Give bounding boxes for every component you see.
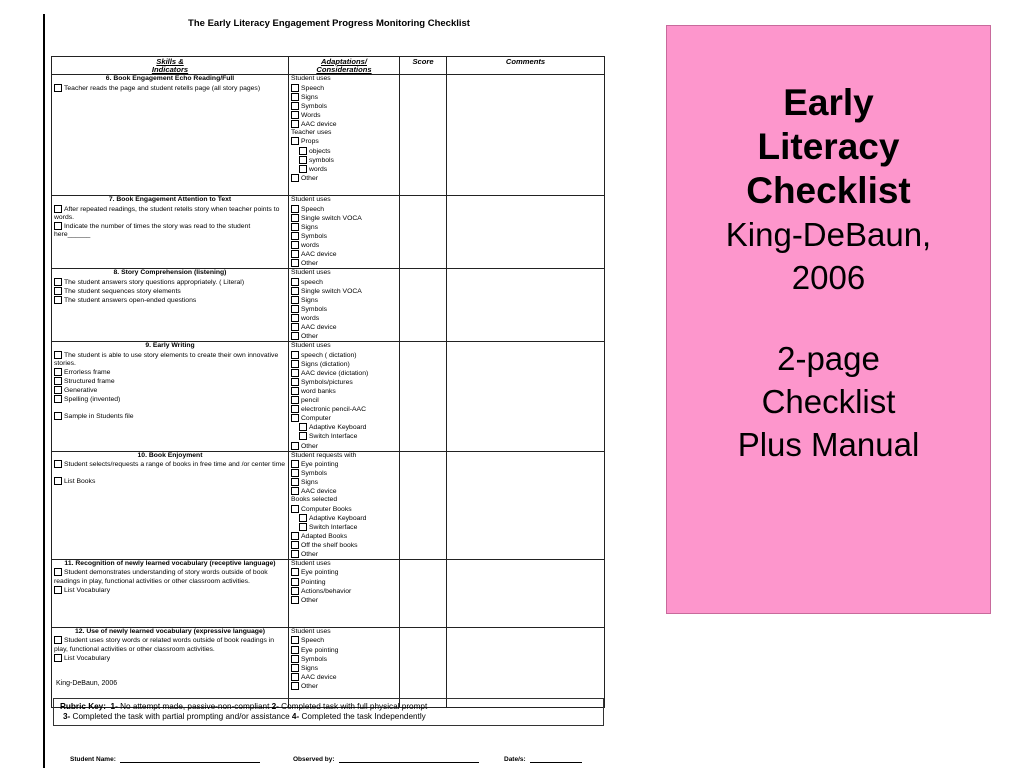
checkbox[interactable] xyxy=(299,165,307,173)
checkbox[interactable] xyxy=(291,241,299,249)
adaptation-option: Adaptive Keyboard xyxy=(291,514,397,523)
checkbox[interactable] xyxy=(291,655,299,663)
adaptation-option: Symbols xyxy=(291,232,397,241)
adaptation-option: word banks xyxy=(291,387,397,396)
adaptation-option: Symbols xyxy=(291,469,397,478)
adaptation-option: Signs xyxy=(291,478,397,487)
adaptation-option: Computer Books xyxy=(291,505,397,514)
adaptation-option: Eye pointing xyxy=(291,460,397,469)
checkbox[interactable] xyxy=(291,287,299,295)
adaptation-option: speech xyxy=(291,278,397,287)
checkbox[interactable] xyxy=(299,432,307,440)
indicator-item xyxy=(54,296,286,305)
adaptation-option: Off the shelf books xyxy=(291,541,397,550)
adaptation-option: symbols xyxy=(291,156,397,165)
adaptation-option: Symbols/pictures xyxy=(291,378,397,387)
adaptation-option: pencil xyxy=(291,396,397,405)
adaptation-option: AAC device xyxy=(291,487,397,496)
checklist-section-row xyxy=(52,75,605,196)
checkbox[interactable] xyxy=(291,314,299,322)
checkbox[interactable] xyxy=(291,278,299,286)
comments-cell[interactable] xyxy=(447,342,605,451)
adaptation-label: Books selected xyxy=(291,496,338,504)
indicator-text: Indicate the number of times the story was read to the student here______ xyxy=(54,222,251,239)
checklist-section-row xyxy=(52,560,605,628)
checkbox[interactable] xyxy=(299,514,307,522)
section-title: 12. Use of newly learned vocabulary (expressive language) xyxy=(74,628,265,636)
checkbox[interactable] xyxy=(299,423,307,431)
checkbox[interactable] xyxy=(54,654,62,662)
adaptation-option: Actions/behavior xyxy=(291,587,397,596)
checkbox[interactable] xyxy=(291,673,299,681)
indicator-item xyxy=(54,287,286,296)
panel-author: King-DeBaun, xyxy=(725,216,932,253)
adaptation-option: speech ( dictation) xyxy=(291,351,397,360)
adaptation-option: Other xyxy=(291,174,397,183)
comments-header: Comments xyxy=(447,57,605,75)
adaptation-option: AAC device xyxy=(291,250,397,259)
adaptation-option: Symbols xyxy=(291,655,397,664)
panel-desc-3: Plus Manual xyxy=(737,426,920,463)
rubric-line-1: Rubric Key: 1- No attempt made, passive-non-compliant 2- Completed task with full physical prompt xyxy=(60,702,428,711)
checkbox[interactable] xyxy=(291,205,299,213)
adaptation-option: Signs (dictation) xyxy=(291,360,397,369)
comments-cell[interactable] xyxy=(447,560,605,628)
adaptation-option: words xyxy=(291,241,397,250)
checkbox[interactable] xyxy=(291,387,299,395)
checklist-section-row xyxy=(52,196,605,269)
adaptations-cell xyxy=(289,75,400,196)
checkbox[interactable] xyxy=(291,174,299,182)
adaptation-option: Signs xyxy=(291,296,397,305)
adaptation-option: Props xyxy=(291,137,397,146)
panel-desc-2: Checklist xyxy=(761,383,896,420)
adaptation-label: Student uses xyxy=(291,269,331,277)
indicator-item xyxy=(54,568,286,585)
adaptations-cell xyxy=(289,269,400,342)
checkbox[interactable] xyxy=(299,523,307,531)
checkbox[interactable] xyxy=(291,568,299,576)
adaptation-label: Student uses xyxy=(291,628,331,636)
info-panel xyxy=(666,25,991,614)
adaptation-option: Speech xyxy=(291,84,397,93)
checkbox[interactable] xyxy=(291,478,299,486)
adaptation-option: AAC device xyxy=(291,673,397,682)
adaptation-option: Switch Interface xyxy=(291,523,397,532)
checklist-section-row xyxy=(52,342,605,451)
checkbox[interactable] xyxy=(54,386,62,394)
indicator-item xyxy=(54,205,286,222)
checkbox[interactable] xyxy=(291,323,299,331)
adaptations-cell xyxy=(289,628,400,708)
indicator-text: Teacher reads the page and student retells page (all story pages) xyxy=(64,84,261,92)
score-cell[interactable] xyxy=(400,628,447,708)
skills-cell xyxy=(52,342,289,451)
checkbox[interactable] xyxy=(291,396,299,404)
indicator-text: Student selects/requests a range of books in free time and /or center time xyxy=(64,460,286,468)
skills-cell xyxy=(52,75,289,196)
adaptation-option: Symbols xyxy=(291,102,397,111)
skills-cell xyxy=(52,628,289,708)
left-vertical-rule xyxy=(43,14,45,768)
checkbox[interactable] xyxy=(291,259,299,267)
indicator-text: Spelling (invented) xyxy=(64,396,121,404)
comments-cell[interactable] xyxy=(447,269,605,342)
adaptations-header: Adaptations/ Considerations xyxy=(289,57,400,75)
checklist-document xyxy=(48,10,610,768)
adaptation-option: words xyxy=(291,314,397,323)
checkbox[interactable] xyxy=(291,102,299,110)
skills-cell xyxy=(52,451,289,560)
indicator-item xyxy=(54,412,286,421)
checkbox[interactable] xyxy=(291,360,299,368)
adaptation-option: Words xyxy=(291,111,397,120)
indicator-text: List Vocabulary xyxy=(64,654,111,662)
indicator-text: Errorless frame xyxy=(64,368,111,376)
checkbox[interactable] xyxy=(291,332,299,340)
adaptation-option: electronic pencil-AAC xyxy=(291,405,397,414)
checkbox[interactable] xyxy=(54,205,62,213)
panel-title: Early Literacy Checklist xyxy=(746,82,911,211)
checkbox[interactable] xyxy=(54,222,62,230)
observed-by-field[interactable]: Observed by: xyxy=(293,756,479,763)
adaptation-option: Other xyxy=(291,259,397,268)
checkbox[interactable] xyxy=(291,414,299,422)
checkbox[interactable] xyxy=(54,377,62,385)
adaptation-option: Single switch VOCA xyxy=(291,287,397,296)
adaptations-cell xyxy=(289,196,400,269)
panel-desc-1: 2-page xyxy=(777,340,880,377)
indicator-text: The student answers story questions appropriately. ( Literal) xyxy=(64,278,245,286)
checkbox[interactable] xyxy=(54,84,62,92)
sections-body xyxy=(52,75,605,708)
checkbox[interactable] xyxy=(291,682,299,690)
score-cell[interactable] xyxy=(400,269,447,342)
score-header: Score xyxy=(400,57,447,75)
adaptations-cell xyxy=(289,560,400,628)
adaptation-option: Single switch VOCA xyxy=(291,214,397,223)
adaptation-option: Signs xyxy=(291,223,397,232)
checkbox[interactable] xyxy=(54,568,62,576)
checkbox[interactable] xyxy=(291,487,299,495)
adaptation-label: Student uses xyxy=(291,196,331,204)
checkbox[interactable] xyxy=(299,156,307,164)
skills-cell xyxy=(52,269,289,342)
checkbox[interactable] xyxy=(291,405,299,413)
checkbox[interactable] xyxy=(54,460,62,468)
checkbox[interactable] xyxy=(54,351,62,359)
score-cell[interactable] xyxy=(400,196,447,269)
indicator-item xyxy=(54,278,286,287)
adaptations-cell xyxy=(289,451,400,560)
student-name-field[interactable]: Student Name: xyxy=(70,756,260,763)
adaptation-option: Signs xyxy=(291,93,397,102)
rubric-line-2: 3- Completed the task with partial prompting and/or assistance 4- Completed the task Independently xyxy=(63,712,426,721)
indicator-text: Structured frame xyxy=(64,377,115,385)
section-title: 7. Book Engagement Attention to Text xyxy=(108,196,232,204)
checkbox[interactable] xyxy=(291,664,299,672)
indicator-text: List Books xyxy=(64,477,96,485)
adaptation-option: AAC device xyxy=(291,323,397,332)
checkbox[interactable] xyxy=(291,232,299,240)
section-title: 6. Book Engagement Echo Reading/Full xyxy=(105,75,235,83)
checkbox[interactable] xyxy=(299,147,307,155)
checkbox[interactable] xyxy=(54,586,62,594)
adaptation-option: AAC device (dictation) xyxy=(291,369,397,378)
adaptation-option: Adapted Books xyxy=(291,532,397,541)
checkbox[interactable] xyxy=(291,587,299,595)
section-title: 11. Recognition of newly learned vocabulary (receptive language) xyxy=(64,560,276,568)
indicator-item xyxy=(54,351,286,368)
adaptation-label: Student requests with xyxy=(291,451,357,459)
panel-year: 2006 xyxy=(791,259,866,296)
checkbox[interactable] xyxy=(54,412,62,420)
rubric-key xyxy=(53,698,604,726)
checkbox[interactable] xyxy=(291,111,299,119)
indicator-text: Student uses story words or related words outside of book readings in play, functional activities or other classroom activities. xyxy=(54,637,275,653)
indicator-item xyxy=(54,654,286,663)
checkbox[interactable] xyxy=(291,505,299,513)
comments-cell[interactable] xyxy=(447,451,605,560)
adaptation-option: Speech xyxy=(291,636,397,645)
document-title: The Early Literacy Engagement Progress Monitoring Checklist xyxy=(188,18,470,29)
indicator-text: The student is able to use story elements to create their own innovative stories. xyxy=(54,351,279,367)
checkbox[interactable] xyxy=(291,596,299,604)
checkbox[interactable] xyxy=(54,296,62,304)
adaptation-option: Pointing xyxy=(291,578,397,587)
adaptation-option: Other xyxy=(291,596,397,605)
checkbox[interactable] xyxy=(291,550,299,558)
indicator-text: Generative xyxy=(64,386,98,394)
adaptation-option: Other xyxy=(291,682,397,691)
comments-cell[interactable] xyxy=(447,628,605,708)
adaptation-label: Student uses xyxy=(291,560,331,568)
indicator-item xyxy=(54,395,286,404)
indicator-item xyxy=(54,386,286,395)
rubric-label: Rubric Key: xyxy=(60,702,106,711)
checkbox[interactable] xyxy=(291,351,299,359)
indicator-text: After repeated readings, the student retells story when teacher points to words. xyxy=(54,205,280,221)
adaptation-option: Other xyxy=(291,442,397,451)
checklist-section-row xyxy=(52,628,605,708)
adaptation-option: Adaptive Keyboard xyxy=(291,423,397,432)
adaptation-label: Student uses xyxy=(291,342,331,350)
checkbox[interactable] xyxy=(291,93,299,101)
section-title: 8. Story Comprehension (listening) xyxy=(113,269,227,277)
checkbox[interactable] xyxy=(291,646,299,654)
indicator-item xyxy=(54,84,286,93)
checkbox[interactable] xyxy=(54,287,62,295)
adaptation-label: Student uses xyxy=(291,75,331,83)
source-citation: King-DeBaun, 2006 xyxy=(56,680,118,687)
adaptation-option: Speech xyxy=(291,205,397,214)
skills-cell xyxy=(52,196,289,269)
checkbox[interactable] xyxy=(54,395,62,403)
adaptations-cell xyxy=(289,342,400,451)
indicator-text: The student sequences story elements xyxy=(64,287,181,295)
checkbox[interactable] xyxy=(291,532,299,540)
adaptation-option: Other xyxy=(291,332,397,341)
adaptation-option: AAC device xyxy=(291,120,397,129)
indicator-item xyxy=(54,460,286,469)
checkbox[interactable] xyxy=(291,305,299,313)
indicator-item xyxy=(54,222,286,239)
checkbox[interactable] xyxy=(54,636,62,644)
score-cell[interactable] xyxy=(400,342,447,451)
checkbox[interactable] xyxy=(291,223,299,231)
comments-cell[interactable] xyxy=(447,75,605,196)
score-cell[interactable] xyxy=(400,451,447,560)
indicator-item xyxy=(54,377,286,386)
checklist-section-row xyxy=(52,451,605,560)
score-cell[interactable] xyxy=(400,75,447,196)
indicator-text: List Vocabulary xyxy=(64,586,111,594)
adaptation-option: Eye pointing xyxy=(291,568,397,577)
adaptation-label: Teacher uses xyxy=(291,129,332,137)
indicator-text: The student answers open-ended questions xyxy=(64,296,197,304)
score-cell[interactable] xyxy=(400,560,447,628)
adaptation-option: words xyxy=(291,165,397,174)
section-title: 10. Book Enjoyment xyxy=(137,451,203,459)
indicator-item xyxy=(54,477,286,486)
indicator-item xyxy=(54,368,286,377)
indicator-item xyxy=(54,586,286,595)
checkbox[interactable] xyxy=(291,636,299,644)
indicator-text: Sample in Students file xyxy=(64,413,134,421)
section-title: 9. Early Writing xyxy=(145,342,195,350)
skills-cell xyxy=(52,560,289,628)
checklist-table xyxy=(51,56,605,708)
checkbox[interactable] xyxy=(291,378,299,386)
checkbox[interactable] xyxy=(291,84,299,92)
checkbox[interactable] xyxy=(291,541,299,549)
checkbox[interactable] xyxy=(291,137,299,145)
checkbox[interactable] xyxy=(291,578,299,586)
checkbox[interactable] xyxy=(291,214,299,222)
adaptation-option: Eye pointing xyxy=(291,646,397,655)
checklist-section-row xyxy=(52,269,605,342)
table-header-row xyxy=(52,57,605,75)
checkbox[interactable] xyxy=(54,477,62,485)
checkbox[interactable] xyxy=(291,460,299,468)
checkbox[interactable] xyxy=(291,442,299,450)
checkbox[interactable] xyxy=(291,469,299,477)
checkbox[interactable] xyxy=(291,120,299,128)
checkbox[interactable] xyxy=(291,369,299,377)
adaptation-option: Other xyxy=(291,550,397,559)
comments-cell[interactable] xyxy=(447,196,605,269)
checkbox[interactable] xyxy=(54,368,62,376)
checkbox[interactable] xyxy=(291,296,299,304)
checkbox[interactable] xyxy=(291,250,299,258)
adaptation-option: Computer xyxy=(291,414,397,423)
indicator-item xyxy=(54,636,286,653)
checkbox[interactable] xyxy=(54,278,62,286)
skills-header: Skills & Indicators xyxy=(52,57,289,75)
adaptation-option: Switch Interface xyxy=(291,432,397,441)
adaptation-option: objects xyxy=(291,147,397,156)
indicator-text: Student demonstrates understanding of story words outside of book readings in play, functional activities or other classroom activities. xyxy=(54,569,268,585)
adaptation-option: Signs xyxy=(291,664,397,673)
adaptation-option: Symbols xyxy=(291,305,397,314)
dates-field[interactable]: Date/s: xyxy=(504,756,582,763)
